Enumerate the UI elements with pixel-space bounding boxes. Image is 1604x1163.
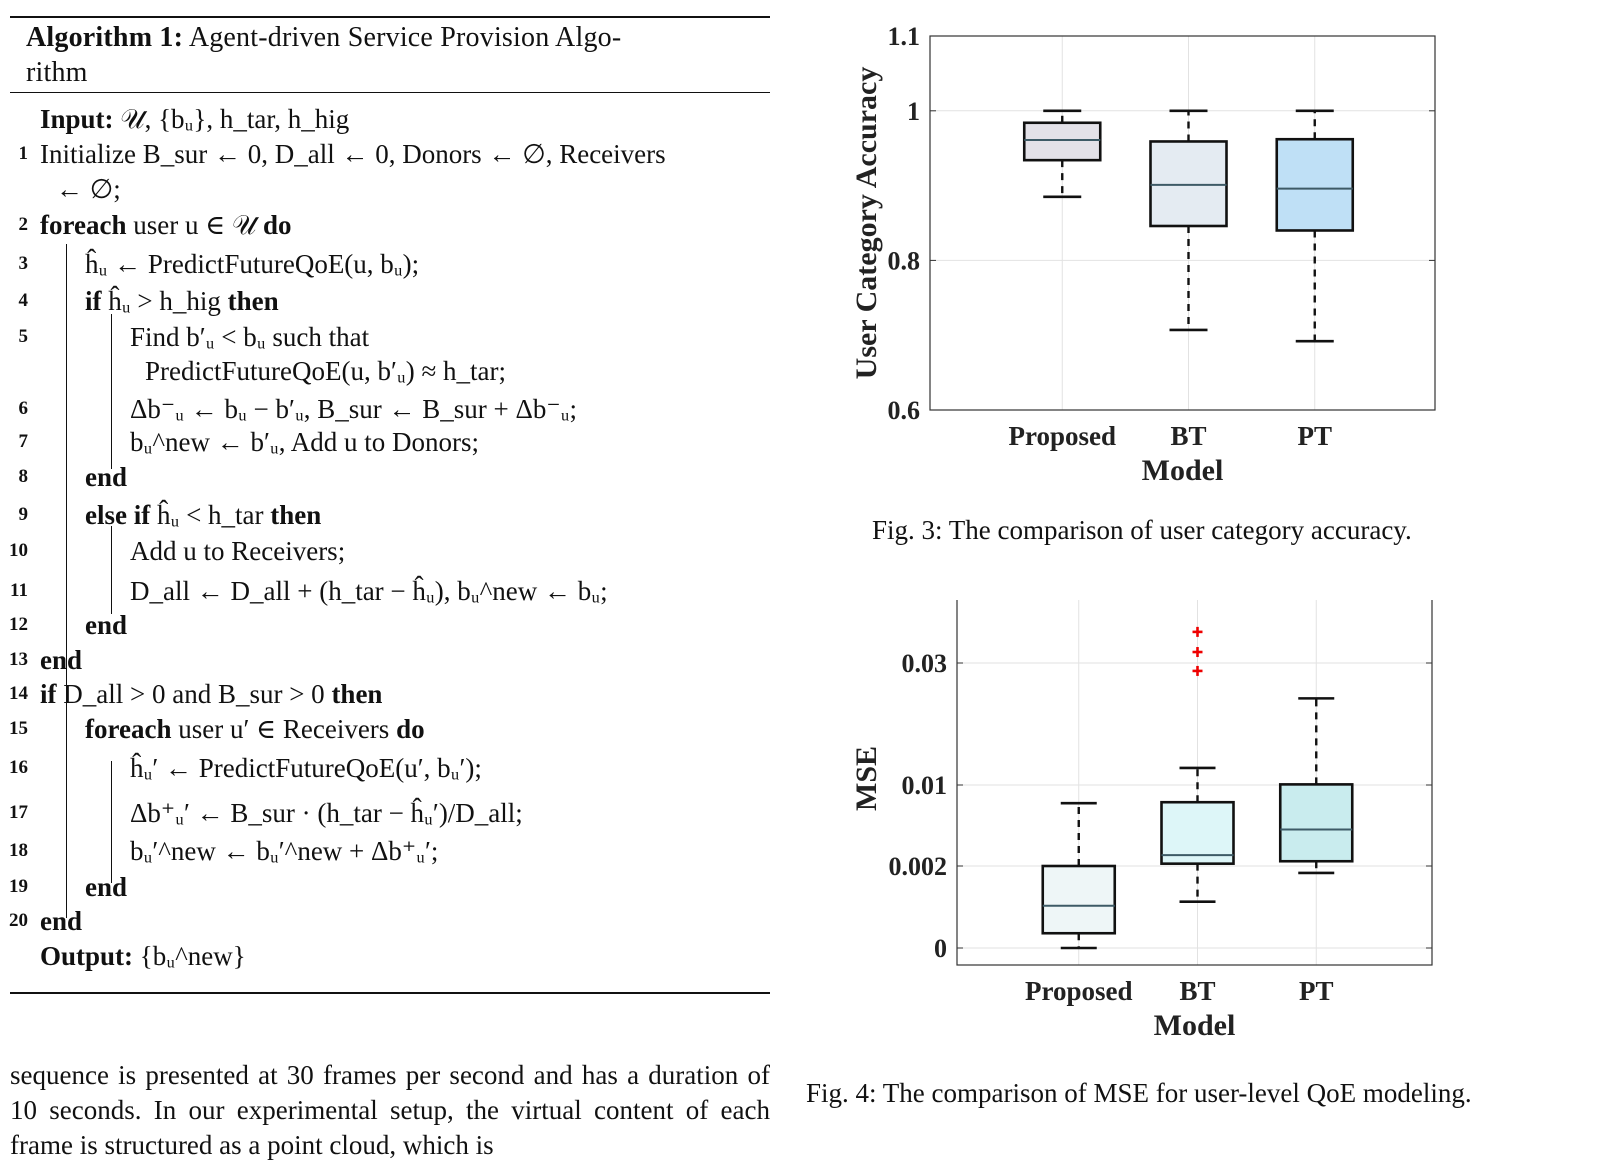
line-number: 9: [18, 504, 28, 525]
line-text: if D_all > 0 and B_sur > 0 then: [40, 679, 383, 709]
line-number: 17: [9, 802, 28, 823]
line-text: else if ĥᵤ < h_tar then: [85, 500, 322, 530]
y-tick-label: 0.03: [901, 649, 947, 678]
y-tick-label: 0: [934, 934, 947, 963]
algorithm-title: [10, 18, 770, 92]
line-number: 11: [10, 580, 28, 601]
x-tick-label: Proposed: [1008, 421, 1117, 451]
line-number: 4: [18, 290, 28, 311]
algorithm-title-cont: rithm: [26, 57, 88, 88]
x-tick-label: Proposed: [1024, 976, 1133, 1006]
figure-3-caption: Fig. 3: The comparison of user category accuracy.: [872, 515, 1412, 545]
line-text: end: [85, 462, 128, 492]
figure-3-chart: [850, 20, 1470, 500]
x-tick-label: PT: [1297, 421, 1333, 451]
y-tick-label: 1.1: [887, 22, 920, 51]
algorithm-mid-rule: [10, 92, 770, 93]
line-number: 1: [18, 143, 28, 164]
line-number: 3: [18, 253, 28, 274]
line-text: PredictFutureQoE(u, b′ᵤ) ≈ h_tar;: [145, 356, 506, 386]
x-tick-label: BT: [1179, 976, 1216, 1006]
if-block-bar-2: [66, 726, 67, 916]
figure-4-chart: [850, 600, 1470, 1070]
line-number: 19: [9, 876, 28, 897]
line-text: end: [40, 645, 83, 675]
y-tick-label: 1: [907, 96, 920, 126]
line-text: ĥᵤ ← PredictFutureQoE(u, bᵤ);: [85, 249, 420, 279]
line-text: D_all ← D_all + (h_tar − ĥᵤ), bᵤ^new ← bᵤ;: [130, 576, 608, 606]
x-axis-label: Model: [1153, 1009, 1236, 1042]
line-text: end: [85, 610, 128, 640]
figure-4-caption: Fig. 4: The comparison of MSE for user-level QoE modeling.: [806, 1078, 1472, 1108]
line-text: Δb⁻ᵤ ← bᵤ − b′ᵤ, B_sur ← B_sur + Δb⁻ᵤ;: [130, 394, 577, 424]
line-number: 20: [9, 910, 28, 931]
line-text: end: [40, 906, 83, 936]
line-text: Add u to Receivers;: [130, 536, 346, 566]
line-number: 10: [9, 540, 28, 561]
y-tick-label: 0.01: [901, 771, 947, 800]
y-tick-label: 0.6: [887, 396, 920, 425]
box-proposed: [1024, 123, 1100, 160]
line-text: bᵤ′^new ← bᵤ′^new + Δb⁺ᵤ′;: [130, 836, 439, 866]
plot-frame: [957, 600, 1432, 965]
x-tick-label: BT: [1170, 421, 1207, 451]
line-text: Δb⁺ᵤ′ ← B_sur · (h_tar − ĥᵤ′)/D_all;: [130, 798, 523, 828]
line-text: foreach user u′ ∈ Receivers do: [85, 714, 425, 744]
line-number: 5: [18, 326, 28, 347]
body-paragraph: sequence is presented at 30 frames per second and has a duration of 10 seconds. In our experimental setup, the virtual content of each frame is structured as a point cloud, which is: [10, 1060, 770, 1160]
line-text: Output: {bᵤ^new}: [40, 941, 246, 971]
box-bt: [1151, 141, 1227, 226]
line-number: 16: [9, 757, 28, 778]
box-pt: [1277, 139, 1353, 230]
line-number: 15: [9, 718, 28, 739]
line-text: Find b′ᵤ < bᵤ such that: [130, 322, 370, 352]
line-number: 18: [9, 840, 28, 861]
line-number: 12: [9, 614, 28, 635]
line-number: 7: [18, 431, 28, 452]
y-axis-label: MSE: [850, 745, 883, 812]
algorithm-title-text: Agent-driven Service Provision Algo-: [188, 22, 622, 53]
x-axis-label: Model: [1141, 454, 1224, 487]
line-text: Initialize B_sur ← 0, D_all ← 0, Donors ← ∅, Receivers: [40, 139, 666, 169]
y-axis-label: User Category Accuracy: [850, 66, 883, 380]
box-proposed: [1043, 866, 1115, 933]
line-number: 6: [18, 398, 28, 419]
if-block-bar: [111, 314, 112, 469]
elseif-block-bar: [111, 526, 112, 614]
line-text: end: [85, 872, 128, 902]
line-text: ← ∅;: [56, 174, 121, 204]
x-tick-label: PT: [1298, 976, 1334, 1006]
line-text: foreach user u ∈ 𝒰 do: [40, 210, 292, 240]
algorithm-box: [9, 16, 770, 971]
box-pt: [1280, 784, 1352, 861]
line-text: if ĥᵤ > h_hig then: [85, 286, 279, 316]
line-number: 13: [9, 649, 28, 670]
line-number: 2: [18, 214, 28, 235]
line-number: 8: [18, 466, 28, 487]
y-tick-label: 0.8: [887, 246, 920, 276]
line-text: Input: 𝒰, {bᵤ}, h_tar, h_hig: [40, 104, 350, 134]
line-text: ĥᵤ′ ← PredictFutureQoE(u′, bᵤ′);: [130, 753, 482, 783]
y-tick-label: 0.002: [888, 852, 947, 881]
line-text: bᵤ^new ← b′ᵤ, Add u to Donors;: [130, 427, 480, 457]
line-number: 14: [9, 683, 28, 704]
algorithm-label: Algorithm 1:: [26, 22, 184, 53]
algorithm-bottom-rule: [10, 992, 770, 994]
foreach-block-bar-2: [111, 761, 112, 883]
